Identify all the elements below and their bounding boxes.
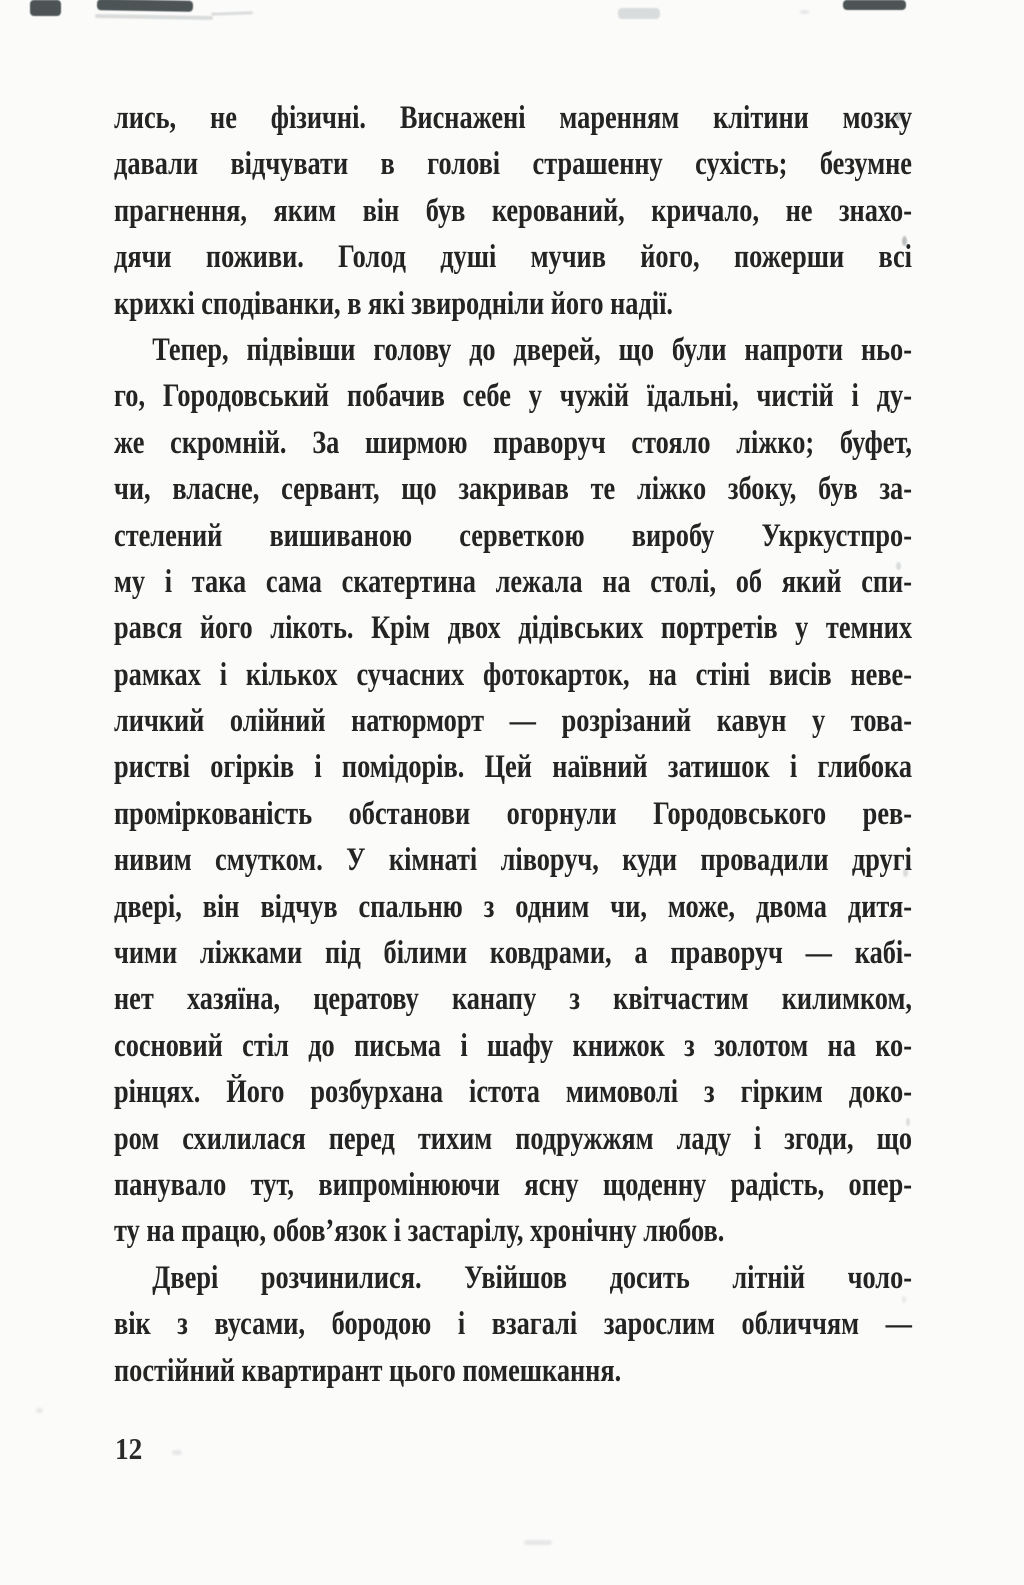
text-line: рінцях. Його розбурхана істота мимоволі з гірким доко- — [114, 1074, 912, 1111]
text-line: давали відчувати в голові страшенну сухість; безумне — [114, 146, 912, 183]
scan-smudge — [618, 8, 660, 19]
text-line: лись, не фізичні. Виснажені маренням клітини мозку — [114, 100, 912, 136]
text-line: чи, власне, сервант, що закривав те ліжко збоку, був за- — [114, 471, 912, 508]
scan-speck — [36, 1408, 43, 1413]
text-line: проміркованість обстанови огорнули Городовського рев- — [114, 795, 912, 832]
text-line: двері, він відчув спальню з одним чи, може, двома дитя- — [114, 888, 912, 925]
scan-smudge — [800, 10, 809, 14]
scan-smudge — [97, 0, 193, 12]
text-line: же скромній. За ширмою праворуч стояло ліжко; буфет, — [114, 424, 912, 461]
page-number: 12 — [115, 1431, 143, 1466]
text-line: ту на працю, обов’язок і застарілу, хронічну любов. — [114, 1213, 725, 1250]
text-line: крихкі сподіванки, в які звиродніли його надії. — [114, 285, 673, 322]
text-line: нивим смутком. У кімнаті ліворуч, куди провадили другі — [114, 842, 912, 879]
scan-smudge — [30, 0, 61, 16]
text-line: Тепер, підвівши голову до дверей, що були напроти ньо- — [152, 331, 912, 368]
text-line: рамках і кількох сучасних фотокарток, на стіні висів неве- — [114, 656, 912, 693]
text-line: му і така сама скатертина лежала на столі, об який спи- — [114, 563, 912, 600]
text-line: панувало тут, випромінюючи ясну щоденну радість, опер- — [114, 1166, 912, 1203]
text-line: постійний квартирант цього помешкання. — [114, 1352, 622, 1389]
text-line: рався його лікоть. Крім двох дідівських портретів у темних — [114, 610, 912, 647]
page-text — [114, 95, 1024, 1394]
text-line: сосновий стіл до письма і шафу книжок з золотом на ко- — [114, 1027, 912, 1064]
text-line: прагнення, яким він був керований, кричало, не знахо- — [114, 192, 912, 229]
text-line: чими ліжками під білими ковдрами, а праворуч — кабі- — [114, 935, 912, 972]
text-line: дячи поживи. Голод душі мучив його, пожерши всі — [114, 239, 912, 276]
text-line: ристві огірків і помідорів. Цей наївний затишок і глибока — [114, 749, 912, 786]
scan-speck — [524, 1540, 552, 1545]
text-line: нет хазяїна, цератову канапу з квітчастим килимком, — [114, 981, 912, 1018]
scan-smudge — [95, 14, 213, 20]
text-line: вік з вусами, бородою і взагалі зарослим обличчям — — [114, 1306, 912, 1343]
scan-smudge — [843, 0, 906, 10]
scan-smudge — [211, 11, 253, 15]
scan-speck — [172, 1450, 182, 1455]
text-line: личкий олійний натюрморт — розрізаний кавун у това- — [114, 703, 912, 740]
text-line: Двері розчинилися. Увійшов досить літній чоло- — [152, 1259, 912, 1296]
text-line: го, Городовський побачив себе у чужій їдальні, чистій і ду- — [114, 378, 912, 415]
text-line: стелений вишиваною серветкою виробу Укркустпро- — [114, 517, 912, 554]
text-line: ром схилилася перед тихим подружжям ладу і згоди, що — [114, 1120, 912, 1157]
